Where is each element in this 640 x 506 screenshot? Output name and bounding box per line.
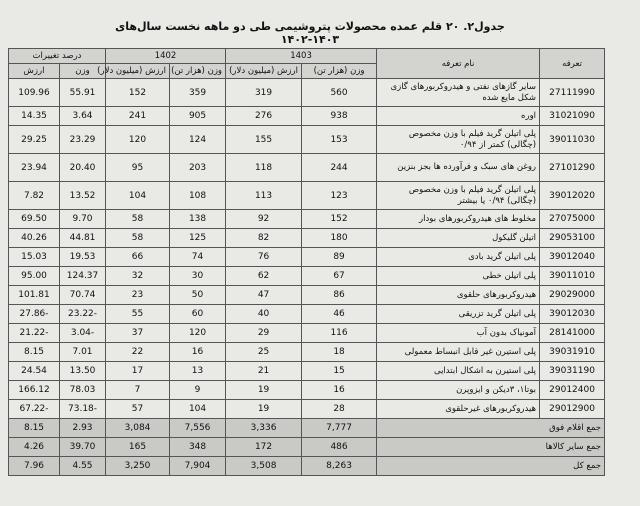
weight-change: 9.70 (60, 210, 106, 229)
total-value-1402: 165 (106, 438, 170, 457)
total-value-change: 8.15 (9, 419, 60, 438)
value-change: -21.22 (9, 324, 60, 343)
weight-change: 19.53 (60, 248, 106, 267)
weight-1402: 50 (170, 286, 226, 305)
tariff-name: هیدروکربورهای حلقوی (377, 286, 540, 305)
tariff-name: اوره (377, 107, 540, 126)
tariff-code: 29053100 (540, 229, 605, 248)
weight-1402: 13 (170, 362, 226, 381)
total-weight-change: 39.70 (60, 438, 106, 457)
weight-1402: 125 (170, 229, 226, 248)
tariff-name: پلی اتیلن گرید تزریقی (377, 305, 540, 324)
weight-1403: 18 (302, 343, 377, 362)
weight-change: -23.22 (60, 305, 106, 324)
value-1402: 152 (106, 79, 170, 107)
total-value-1403: 3,336 (226, 419, 302, 438)
weight-change: 23.29 (60, 126, 106, 154)
value-1403: 19 (226, 381, 302, 400)
value-change: 14.35 (9, 107, 60, 126)
total-value-1402: 3,250 (106, 457, 170, 476)
total-value-1403: 172 (226, 438, 302, 457)
total-weight-1403: 7,777 (302, 419, 377, 438)
table-row (9, 126, 605, 154)
weight-change: -73.18 (60, 400, 106, 419)
total-value-1402: 3,084 (106, 419, 170, 438)
table-row (9, 267, 605, 286)
weight-1402: 104 (170, 400, 226, 419)
table-row (9, 305, 605, 324)
value-change: 40.26 (9, 229, 60, 248)
weight-change: 44.81 (60, 229, 106, 248)
value-change: 95.00 (9, 267, 60, 286)
total-weight-1402: 7,556 (170, 419, 226, 438)
value-1403: 40 (226, 305, 302, 324)
table-row (9, 248, 605, 267)
tariff-code: 28141000 (540, 324, 605, 343)
total-weight-1402: 7,904 (170, 457, 226, 476)
total-weight-change: 2.93 (60, 419, 106, 438)
weight-1402: 30 (170, 267, 226, 286)
tariff-code: 29012400 (540, 381, 605, 400)
tariff-name: پلی اتیلن گرید فیلم با وزن مخصوص (چگالی) ۰/۹۴ یا بیشتر (377, 182, 540, 210)
value-1402: 57 (106, 400, 170, 419)
value-1403: 276 (226, 107, 302, 126)
value-change: 15.03 (9, 248, 60, 267)
total-weight-change: 4.55 (60, 457, 106, 476)
value-1402: 17 (106, 362, 170, 381)
total-row (9, 438, 605, 457)
total-value-change: 7.96 (9, 457, 60, 476)
tariff-code: 39011010 (540, 267, 605, 286)
tariff-code: 29012900 (540, 400, 605, 419)
weight-1403: 28 (302, 400, 377, 419)
table-row (9, 400, 605, 419)
total-value-1403: 3,508 (226, 457, 302, 476)
total-weight-1403: 486 (302, 438, 377, 457)
value-1402: 32 (106, 267, 170, 286)
value-1403: 319 (226, 79, 302, 107)
value-change: -27.86 (9, 305, 60, 324)
tariff-code: 31021090 (540, 107, 605, 126)
header-change: درصد تغییرات (9, 49, 106, 64)
weight-1403: 123 (302, 182, 377, 210)
table-row (9, 343, 605, 362)
weight-1403: 153 (302, 126, 377, 154)
value-1403: 113 (226, 182, 302, 210)
value-1402: 7 (106, 381, 170, 400)
value-change: 101.81 (9, 286, 60, 305)
value-change: 23.94 (9, 154, 60, 182)
tariff-code: 39012030 (540, 305, 605, 324)
total-row (9, 457, 605, 476)
value-change: 29.25 (9, 126, 60, 154)
total-value-change: 4.26 (9, 438, 60, 457)
total-label: جمع اقلام فوق (377, 419, 605, 438)
tariff-code: 27075000 (540, 210, 605, 229)
header-weight-1403: وزن (هزار تن) (302, 64, 377, 79)
value-1403: 19 (226, 400, 302, 419)
table-row (9, 79, 605, 107)
total-label: جمع کل (377, 457, 605, 476)
weight-1403: 86 (302, 286, 377, 305)
value-change: 109.96 (9, 79, 60, 107)
value-1403: 62 (226, 267, 302, 286)
tariff-code: 39031190 (540, 362, 605, 381)
weight-change: 3.64 (60, 107, 106, 126)
weight-1402: 16 (170, 343, 226, 362)
weight-1403: 560 (302, 79, 377, 107)
value-1403: 29 (226, 324, 302, 343)
total-weight-1402: 348 (170, 438, 226, 457)
tariff-name: هیدروکربورهای غیرحلقوی (377, 400, 540, 419)
value-1403: 76 (226, 248, 302, 267)
weight-1402: 74 (170, 248, 226, 267)
header-weight-1402: وزن (هزار تن) (170, 64, 226, 79)
weight-1403: 46 (302, 305, 377, 324)
tariff-name: پلی استیرن غیر قابل انبساط معمولی (377, 343, 540, 362)
value-change: 7.82 (9, 182, 60, 210)
table-title: جدول۲. ۲۰ قلم عمده محصولات پتروشیمی طی دو ماهه نخست سال‌های ۱۴۰۳-۱۴۰۲ (115, 20, 505, 46)
header-weight-change: وزن (60, 64, 106, 79)
table-row (9, 182, 605, 210)
weight-1402: 120 (170, 324, 226, 343)
total-row (9, 419, 605, 438)
tariff-code: 27101290 (540, 154, 605, 182)
tariff-code: 39031910 (540, 343, 605, 362)
value-1402: 95 (106, 154, 170, 182)
weight-1402: 108 (170, 182, 226, 210)
value-1402: 55 (106, 305, 170, 324)
weight-1402: 359 (170, 79, 226, 107)
value-1402: 66 (106, 248, 170, 267)
value-1402: 58 (106, 229, 170, 248)
value-1402: 120 (106, 126, 170, 154)
value-1403: 25 (226, 343, 302, 362)
table-row (9, 154, 605, 182)
value-1402: 241 (106, 107, 170, 126)
weight-change: -3.04 (60, 324, 106, 343)
weight-1403: 152 (302, 210, 377, 229)
tariff-name: مخلوط های هیدروکربورهای بودار (377, 210, 540, 229)
weight-1403: 89 (302, 248, 377, 267)
weight-1402: 9 (170, 381, 226, 400)
total-weight-1403: 8,263 (302, 457, 377, 476)
weight-1402: 124 (170, 126, 226, 154)
value-change: 8.15 (9, 343, 60, 362)
tariff-name: پلی اتیلن گرید بادی (377, 248, 540, 267)
tariff-code: 27111990 (540, 79, 605, 107)
header-year-1402: 1402 (106, 49, 226, 64)
value-1403: 47 (226, 286, 302, 305)
tariff-name: اتیلن گلیکول (377, 229, 540, 248)
value-1402: 37 (106, 324, 170, 343)
value-1403: 155 (226, 126, 302, 154)
tariff-name: پلی استیرن به اشکال ابتدایی (377, 362, 540, 381)
weight-change: 13.50 (60, 362, 106, 381)
table-row (9, 362, 605, 381)
tariff-name: بوتا۱، ۳دیکن و ایزوپرن (377, 381, 540, 400)
tariff-code: 39012020 (540, 182, 605, 210)
table-row (9, 286, 605, 305)
tariff-name: سایر گازهای نفتی و هیدروکربورهای گازی شکل مایع شده (377, 79, 540, 107)
tariff-name: آمونیاک بدون آب (377, 324, 540, 343)
weight-change: 13.52 (60, 182, 106, 210)
weight-change: 78.03 (60, 381, 106, 400)
header-value-1402: ارزش (میلیون دلار) (106, 64, 170, 79)
weight-change: 20.40 (60, 154, 106, 182)
table-row (9, 107, 605, 126)
header-value-1403: ارزش (میلیون دلار) (226, 64, 302, 79)
header-year-1403: 1403 (226, 49, 377, 64)
tariff-code: 39011030 (540, 126, 605, 154)
weight-1403: 16 (302, 381, 377, 400)
tariff-code: 39012040 (540, 248, 605, 267)
value-change: 24.54 (9, 362, 60, 381)
weight-1403: 180 (302, 229, 377, 248)
value-1402: 58 (106, 210, 170, 229)
weight-1402: 60 (170, 305, 226, 324)
value-1402: 104 (106, 182, 170, 210)
weight-1403: 244 (302, 154, 377, 182)
weight-change: 55.91 (60, 79, 106, 107)
value-change: 69.50 (9, 210, 60, 229)
weight-1403: 67 (302, 267, 377, 286)
weight-1403: 15 (302, 362, 377, 381)
weight-1403: 938 (302, 107, 377, 126)
value-1403: 118 (226, 154, 302, 182)
header-name: نام تعرفه (377, 49, 540, 79)
tariff-name: پلی اتیلن خطی (377, 267, 540, 286)
tariff-code: 29029000 (540, 286, 605, 305)
table-row (9, 324, 605, 343)
value-1403: 82 (226, 229, 302, 248)
petrochemical-table (8, 48, 605, 476)
value-1403: 92 (226, 210, 302, 229)
value-1402: 22 (106, 343, 170, 362)
table-row (9, 229, 605, 248)
value-1402: 23 (106, 286, 170, 305)
table-row (9, 210, 605, 229)
weight-1402: 203 (170, 154, 226, 182)
value-change: -67.22 (9, 400, 60, 419)
header-tariff: تعرفه (540, 49, 605, 79)
weight-1403: 116 (302, 324, 377, 343)
table-row (9, 381, 605, 400)
value-1403: 21 (226, 362, 302, 381)
weight-change: 70.74 (60, 286, 106, 305)
header-value-change: ارزش (9, 64, 60, 79)
weight-1402: 138 (170, 210, 226, 229)
weight-1402: 905 (170, 107, 226, 126)
tariff-name: پلی اتیلن گرید فیلم با وزن مخصوص (چگالی) کمتر از ۰/۹۴ (377, 126, 540, 154)
tariff-name: روغن های سبک و فرآورده ها بجز بنزین (377, 154, 540, 182)
weight-change: 7.01 (60, 343, 106, 362)
total-label: جمع سایر کالاها (377, 438, 605, 457)
weight-change: 124.37 (60, 267, 106, 286)
value-change: 166.12 (9, 381, 60, 400)
